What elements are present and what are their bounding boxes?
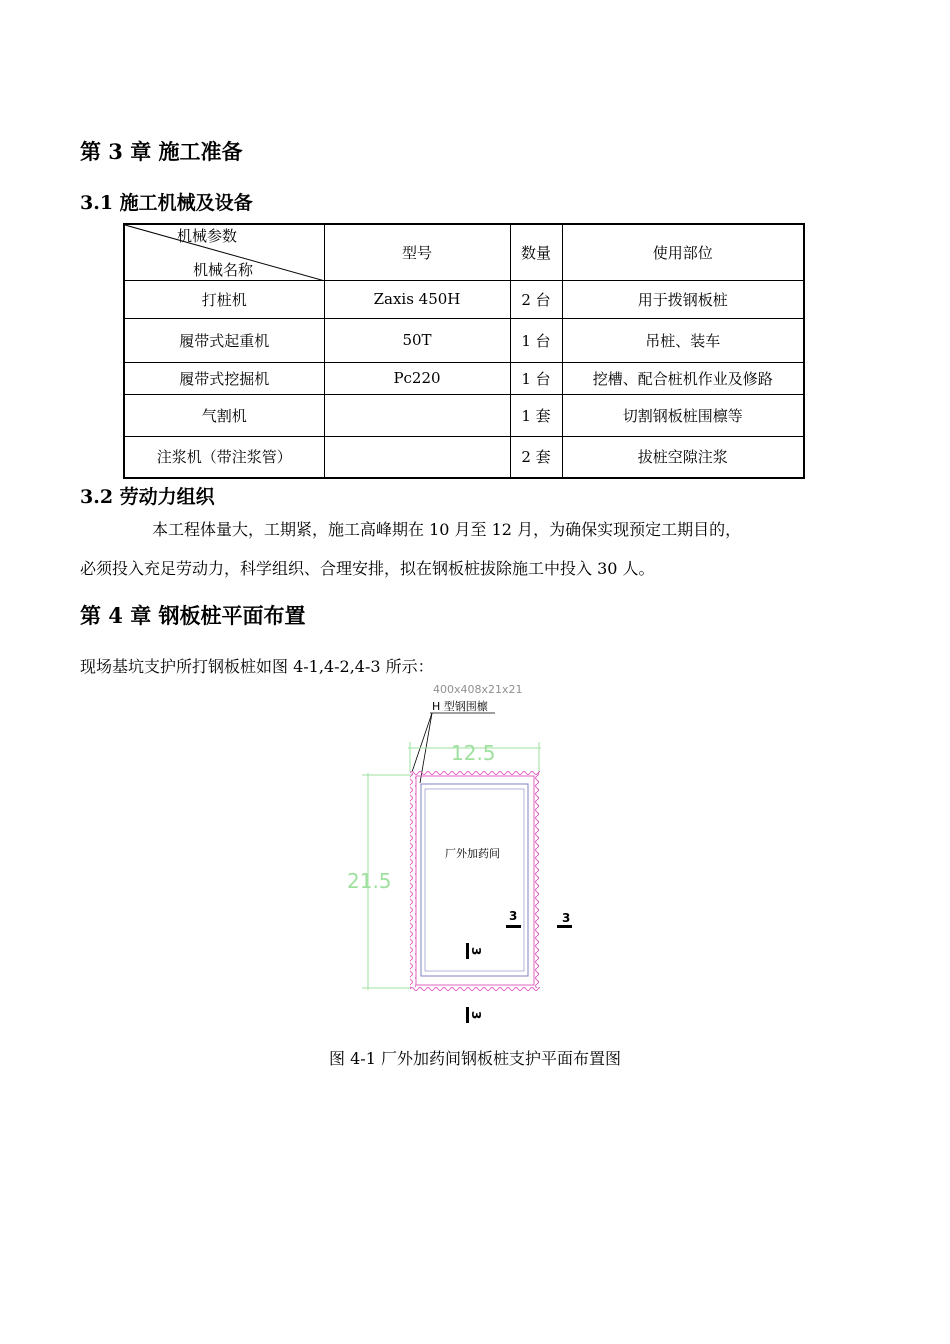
sheet-pile-right [534, 773, 540, 988]
height-dimension-text: 21.5 [347, 869, 392, 893]
room-inner-outline [425, 789, 524, 971]
header-usage: 使用部位 [562, 224, 804, 280]
cell-model [324, 436, 510, 478]
sheet-pile-plan-figure [330, 680, 630, 1044]
cell-name: 履带式挖掘机 [124, 362, 324, 394]
section-3-2-title: 3.2 劳动力组织 [80, 486, 215, 508]
width-dimension-text: 12.5 [451, 741, 496, 765]
cell-name: 打桩机 [124, 280, 324, 318]
sheet-pile-top [410, 770, 540, 776]
cell-model: Zaxis 450H [324, 280, 510, 318]
beam-spec-label: 400x408x21x21 [433, 683, 523, 696]
cell-quantity: 1 台 [510, 318, 562, 362]
table-row [124, 318, 804, 362]
cell-quantity: 2 台 [510, 280, 562, 318]
section-mark-bar [466, 1007, 469, 1023]
header-quantity: 数量 [510, 224, 562, 280]
section-mark-bar [506, 925, 521, 928]
cell-quantity: 2 套 [510, 436, 562, 478]
diagonal-header-cell [124, 224, 324, 280]
header-model: 型号 [324, 224, 510, 280]
leader-line-1 [412, 713, 432, 772]
cell-model: Pc220 [324, 362, 510, 394]
table-row [124, 394, 804, 436]
section-mark-bottom-b: 3 [469, 1011, 483, 1020]
chapter-3-title: 第 3 章 施工准备 [80, 139, 243, 164]
cell-name: 履带式起重机 [124, 318, 324, 362]
section-mark-right-a: 3 [509, 909, 518, 923]
room-label: 厂外加药间 [445, 847, 500, 860]
section-mark-bar [557, 925, 572, 928]
sheet-pile-left [410, 773, 416, 988]
diag-header-top: 机械参数 [177, 227, 238, 245]
section-3-1-title: 3.1 施工机械及设备 [80, 192, 253, 214]
table-row [124, 436, 804, 478]
diag-header-bottom: 机械名称 [193, 261, 254, 279]
cell-usage: 吊桩、装车 [562, 318, 804, 362]
labor-paragraph-line-1: 本工程体量大，工期紧，施工高峰期在 10 月至 12 月，为确保实现预定工期目的， [152, 520, 742, 539]
section-mark-bottom-a: 3 [469, 947, 483, 956]
beam-name-label: H 型钢围檩 [432, 700, 488, 713]
cell-usage: 挖槽、配合桩机作业及修路 [562, 362, 804, 394]
figure-caption: 图 4-1 厂外加药间钢板桩支护平面布置图 [329, 1049, 621, 1068]
cell-model [324, 394, 510, 436]
cell-usage: 切割钢板桩围檩等 [562, 394, 804, 436]
cell-name: 气割机 [124, 394, 324, 436]
sheet-pile-bottom [410, 985, 540, 991]
equipment-table [123, 223, 805, 479]
labor-paragraph-line-2: 必须投入充足劳动力，科学组织、合理安排，拟在钢板桩拔除施工中投入 30 人。 [80, 559, 655, 578]
cell-quantity: 1 台 [510, 362, 562, 394]
section-mark-right-b: 3 [562, 911, 571, 925]
cell-usage: 用于拨钢板桩 [562, 280, 804, 318]
chapter-4-title: 第 4 章 钢板桩平面布置 [80, 603, 306, 628]
cell-name: 注浆机（带注浆管） [124, 436, 324, 478]
cell-model: 50T [324, 318, 510, 362]
section-mark-bar [466, 943, 469, 959]
chapter-4-intro: 现场基坑支护所打钢板桩如图 4-1,4-2,4-3 所示： [80, 657, 434, 676]
cell-quantity: 1 套 [510, 394, 562, 436]
plan-drawing [330, 680, 630, 1040]
cell-usage: 拔桩空隙注浆 [562, 436, 804, 478]
table-header-row [124, 224, 804, 280]
table-row [124, 280, 804, 318]
table-row [124, 362, 804, 394]
